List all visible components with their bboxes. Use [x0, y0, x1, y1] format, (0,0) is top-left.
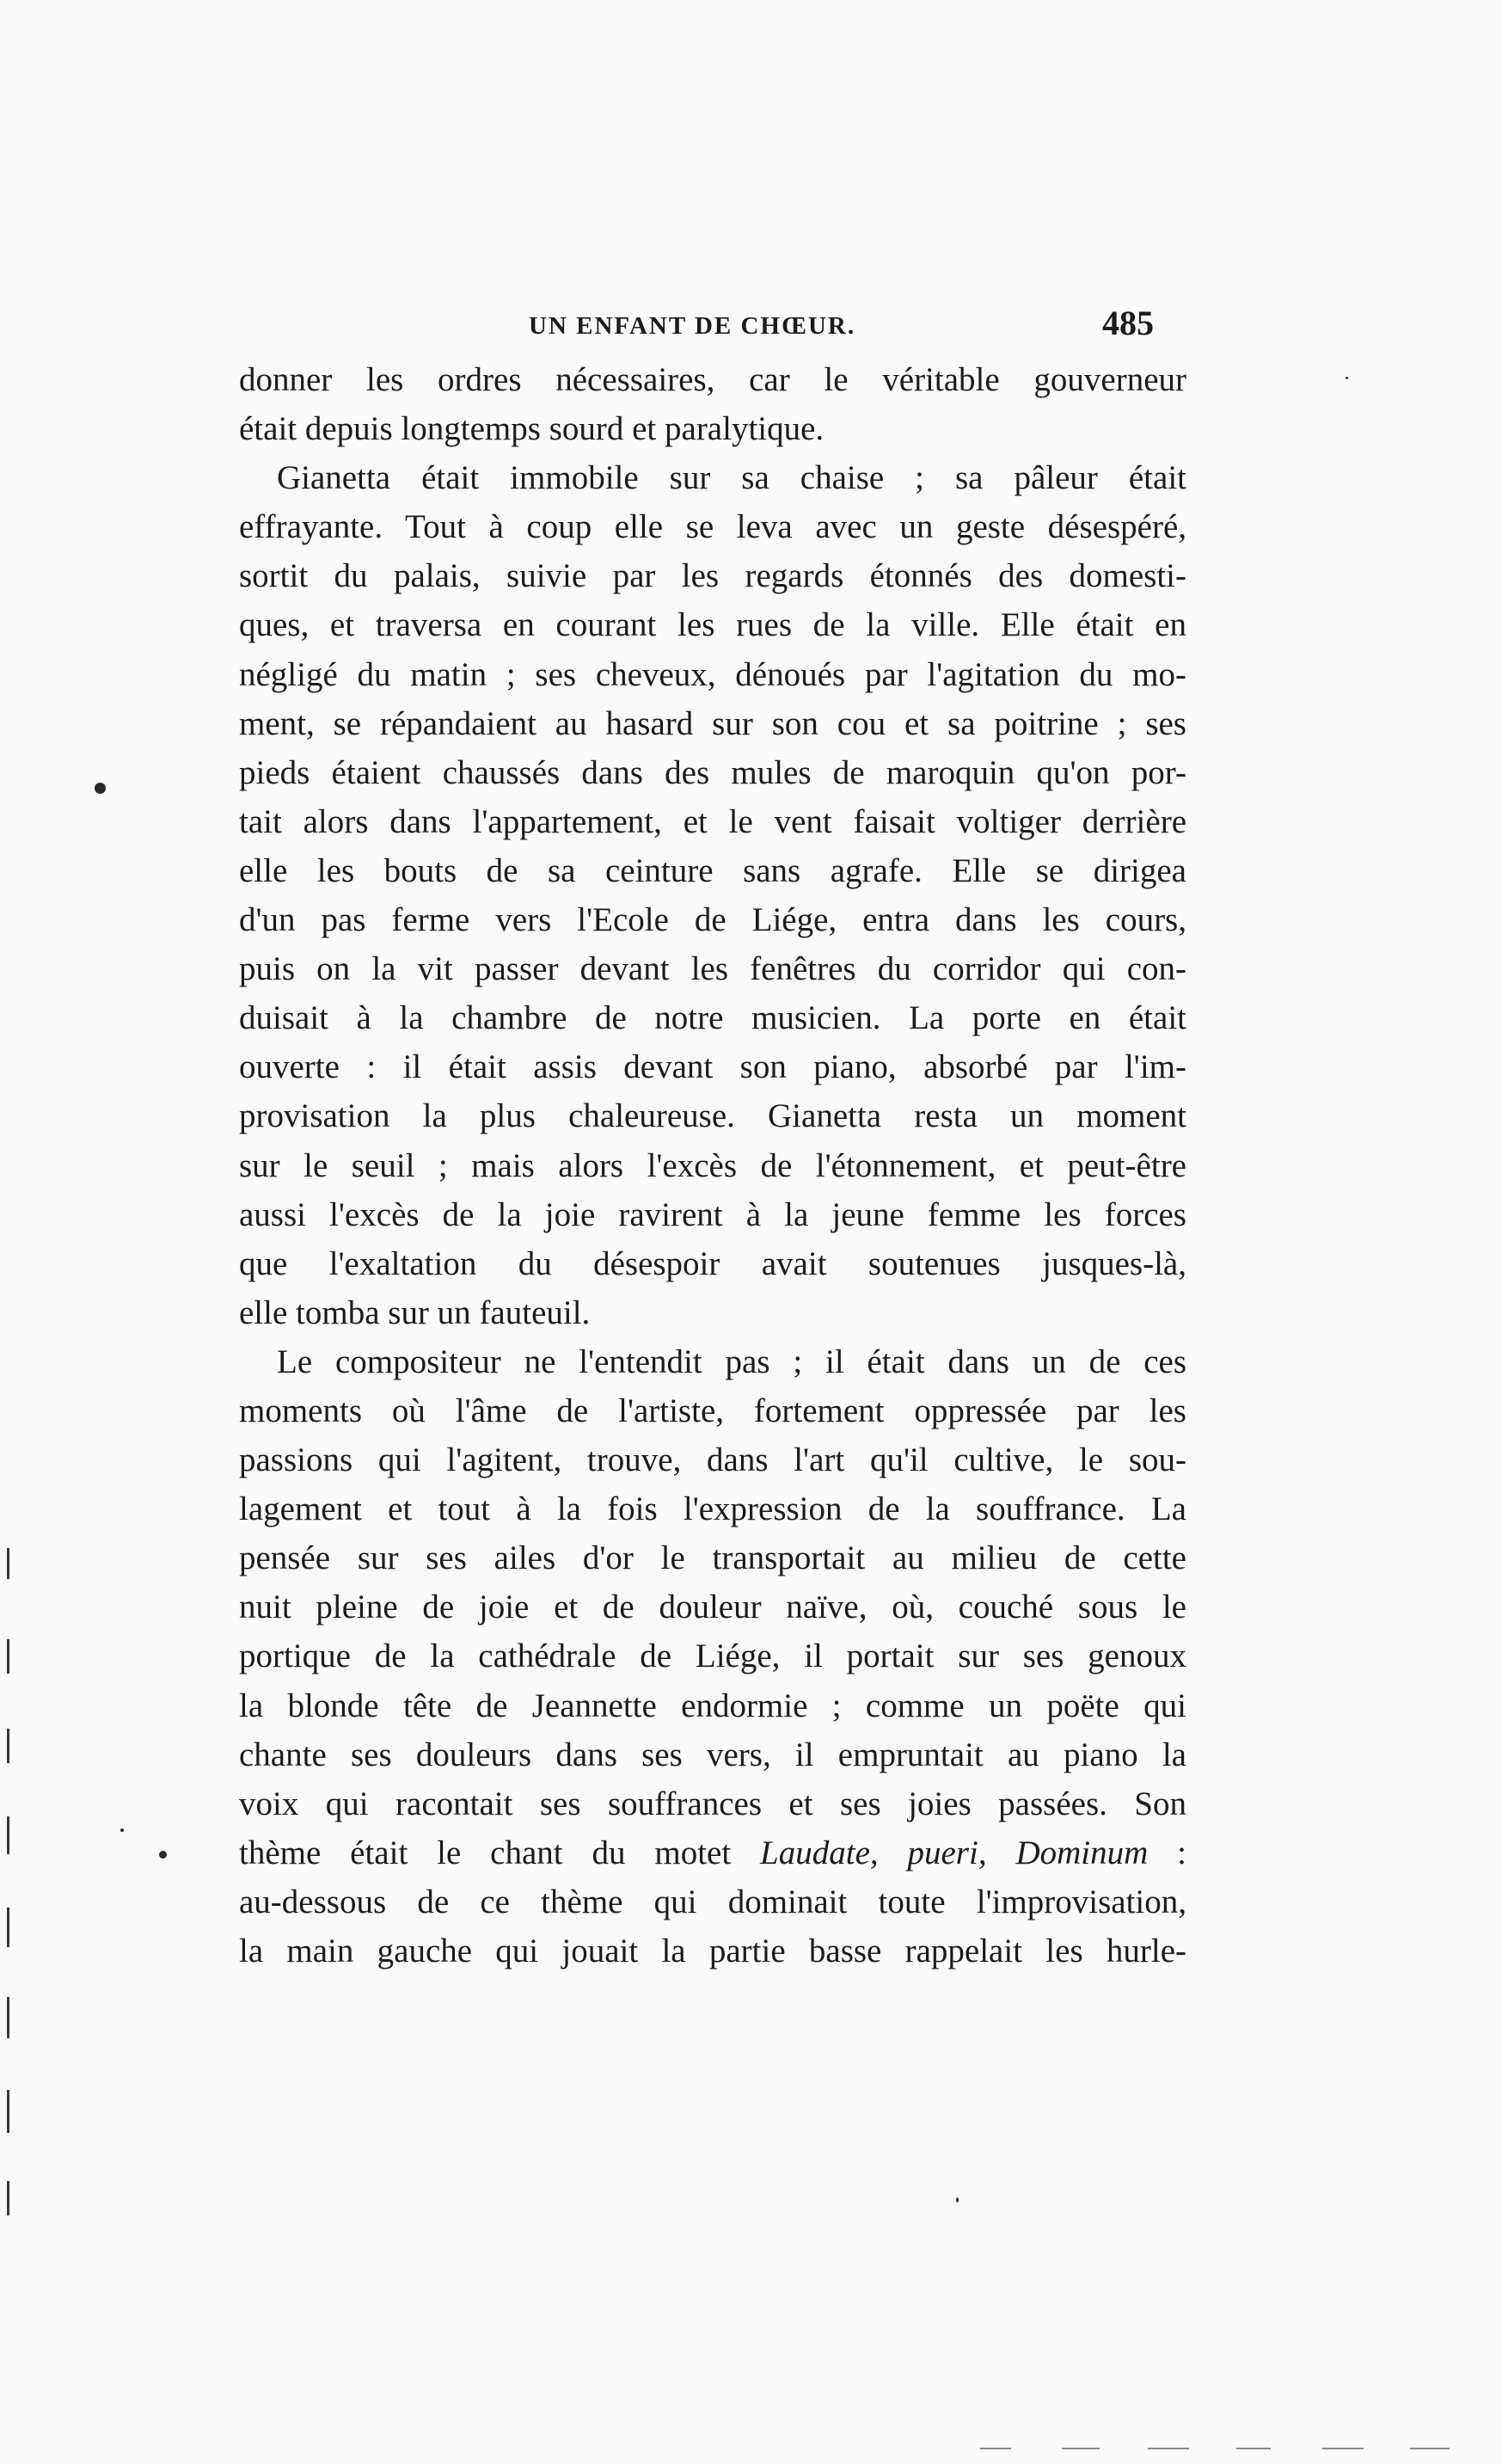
- text-line: lagement et tout à la fois l'expression de la souffrance. La: [239, 1490, 1186, 1528]
- scan-dash: [1062, 2448, 1100, 2449]
- gutter-mark: [7, 1639, 9, 1674]
- text-line: pieds étaient chaussés dans des mules de maroquin qu'on por-: [239, 753, 1186, 791]
- text-line: duisait à la chambre de notre musicien. La porte en était: [239, 999, 1186, 1037]
- text-line: Gianetta était immobile sur sa chaise ; sa pâleur était: [277, 459, 1186, 497]
- text-line: négligé du matin ; ses cheveux, dénoués par l'agitation du mo-: [239, 655, 1186, 693]
- scan-dash: [1410, 2448, 1450, 2449]
- text-line: pensée sur ses ailes d'or le transportait au milieu de cette: [239, 1539, 1186, 1577]
- text-line: au-dessous de ce thème qui dominait toute l'improvisation,: [239, 1883, 1186, 1920]
- text-line: était depuis longtemps sourd et paralytique.: [239, 410, 825, 448]
- text-line: portique de la cathédrale de Liége, il portait sur ses genoux: [239, 1638, 1186, 1675]
- text-line: sortit du palais, suivie par les regards étonnés des domesti-: [239, 557, 1186, 595]
- page-number: 485: [1102, 304, 1154, 342]
- text-line: effrayante. Tout à coup elle se leva avec un geste désespéré,: [239, 508, 1186, 546]
- text-line: ouverte : il était assis devant son piano, absorbé par l'im-: [239, 1048, 1186, 1086]
- gutter-mark: [7, 1816, 9, 1854]
- scan-dash: [980, 2448, 1011, 2449]
- ink-speck: [95, 783, 106, 794]
- gutter-mark: [7, 2181, 9, 2215]
- line-text-after-title: :: [1148, 1834, 1186, 1871]
- text-line: elle tomba sur un fauteuil.: [239, 1293, 591, 1331]
- text-line: sur le seuil ; mais alors l'excès de l'étonnement, et peut-être: [239, 1146, 1186, 1184]
- ink-speck: [159, 1851, 167, 1859]
- text-line: tait alors dans l'appartement, et le vent faisait voltiger derrière: [239, 802, 1186, 840]
- ink-speck: [956, 2197, 959, 2203]
- gutter-mark: [7, 1997, 9, 2038]
- text-line: d'un pas ferme vers l'Ecole de Liége, entra dans les cours,: [239, 901, 1186, 939]
- text-line: voix qui racontait ses souffrances et ses joies passées. Son: [239, 1785, 1186, 1822]
- text-line: puis on la vit passer devant les fenêtres du corridor qui con-: [239, 950, 1186, 988]
- line-text-before-title: thème était le chant du motet: [239, 1834, 761, 1871]
- scan-dash: [1148, 2448, 1189, 2449]
- scan-dash: [1322, 2448, 1364, 2449]
- text-line: passions qui l'agitent, trouve, dans l'art qu'il cultive, le sou-: [239, 1441, 1186, 1479]
- gutter-mark: [7, 1908, 9, 1947]
- text-line: provisation la plus chaleureuse. Gianetta resta un moment: [239, 1097, 1186, 1135]
- text-line: Le compositeur ne l'entendit pas ; il était dans un de ces: [277, 1343, 1186, 1380]
- text-line: chante ses douleurs dans ses vers, il empruntait au piano la: [239, 1736, 1186, 1773]
- text-line: donner les ordres nécessaires, car le véritable gouverneur: [239, 361, 1186, 398]
- gutter-mark: [7, 1548, 9, 1579]
- ink-speck: [1346, 377, 1348, 379]
- motet-title: Laudate, pueri, Dominum: [760, 1834, 1149, 1871]
- text-line: moments où l'âme de l'artiste, fortement oppressée par les: [239, 1392, 1186, 1429]
- running-title: UN ENFANT DE CHŒUR.: [529, 312, 856, 340]
- text-line: la blonde tête de Jeannette endormie ; comme un poëte qui: [239, 1687, 1186, 1724]
- gutter-mark: [7, 1729, 9, 1763]
- gutter-mark: [7, 2090, 9, 2133]
- scan-dash: [1236, 2448, 1271, 2449]
- text-line: nuit pleine de joie et de douleur naïve, où, couché sous le: [239, 1588, 1186, 1626]
- text-line: aussi l'excès de la joie ravirent à la jeune femme les forces: [239, 1195, 1186, 1233]
- text-line: la main gauche qui jouait la partie basse rappelait les hurle-: [239, 1932, 1186, 1969]
- text-line-with-italic: [239, 1828, 1186, 1877]
- ink-speck: [120, 1828, 124, 1832]
- body-text: [239, 355, 1186, 1976]
- text-line: ques, et traversa en courant les rues de la ville. Elle était en: [239, 606, 1186, 644]
- text-line: que l'exaltation du désespoir avait soutenues jusques-là,: [239, 1244, 1186, 1282]
- text-line: elle les bouts de sa ceinture sans agrafe. Elle se dirigea: [239, 851, 1186, 889]
- text-line: ment, se répandaient au hasard sur son cou et sa poitrine ; ses: [239, 704, 1186, 742]
